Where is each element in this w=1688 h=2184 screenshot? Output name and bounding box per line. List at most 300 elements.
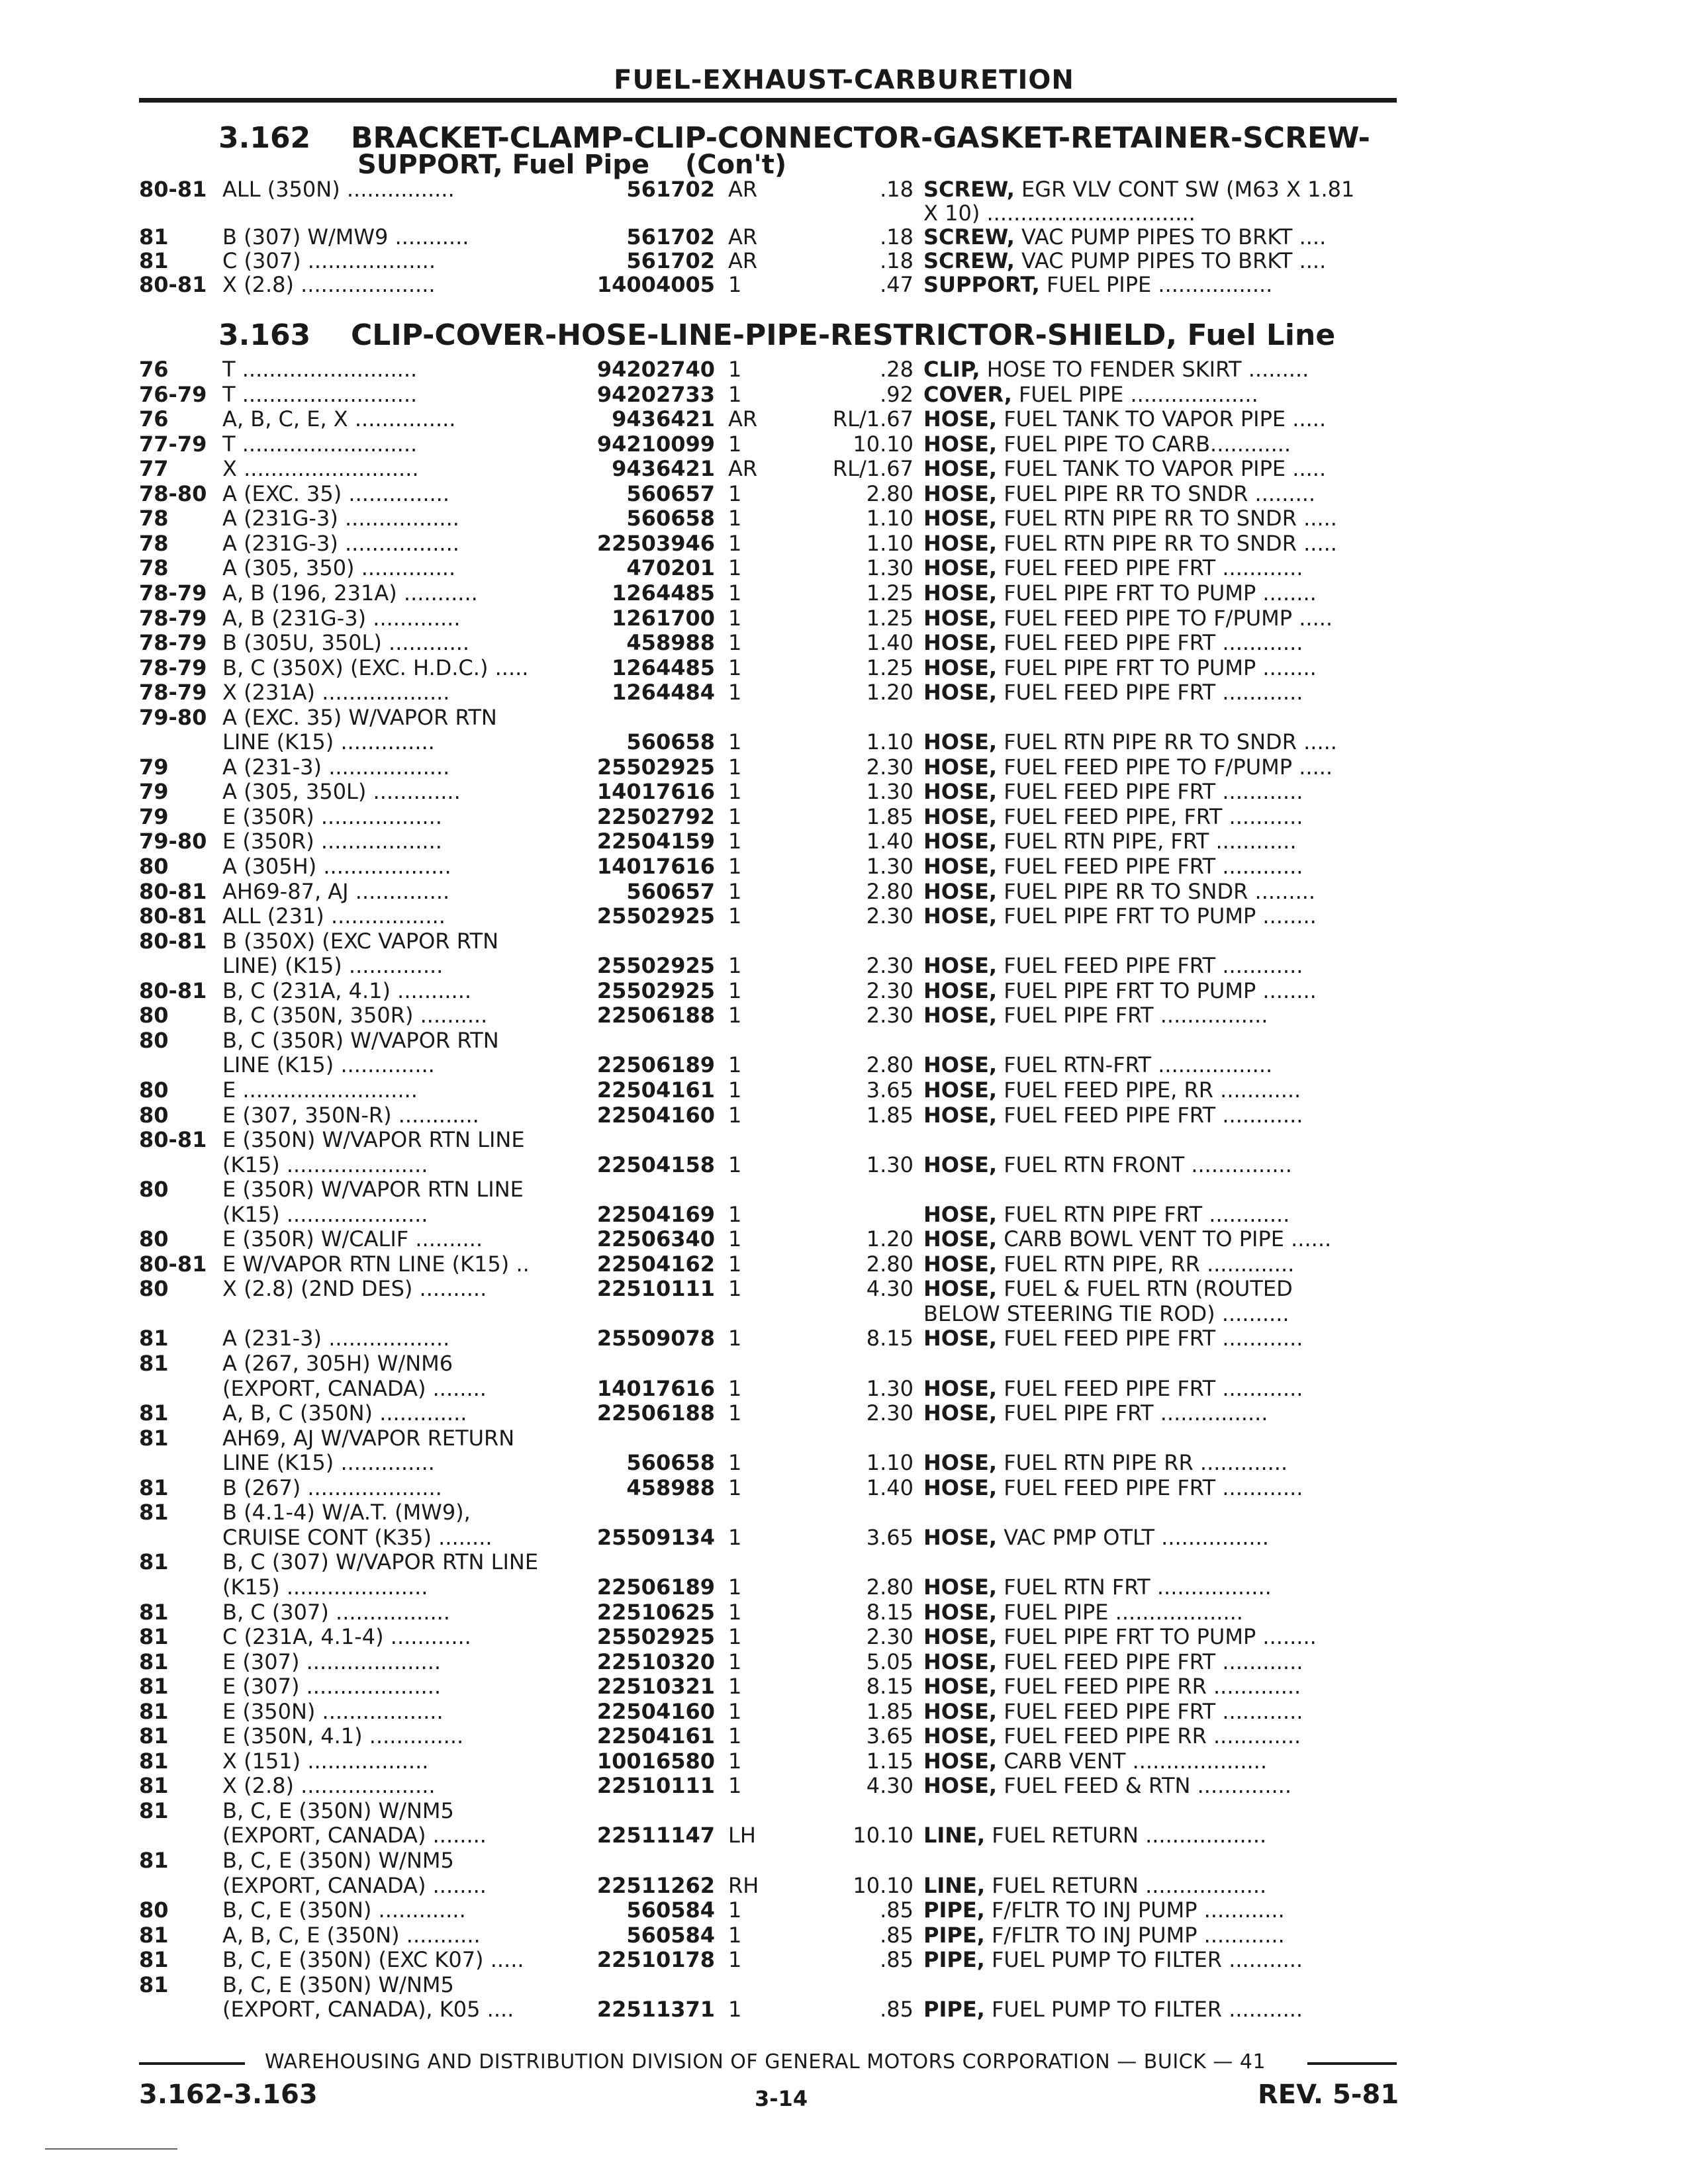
- price-cell: 1.40: [866, 829, 914, 854]
- description-text: FUEL RETURN ..................: [985, 1823, 1267, 1848]
- year-cell: 80: [139, 1077, 169, 1103]
- price-cell: 8.15: [866, 1674, 914, 1700]
- year-cell: 81: [139, 1748, 169, 1774]
- description-cell: [923, 1476, 1400, 1500]
- parts-row: [0, 656, 1688, 680]
- parts-row: [0, 929, 1688, 954]
- parts-row: [0, 1500, 1688, 1525]
- quantity-cell: 1: [728, 1450, 742, 1476]
- parts-row: [0, 829, 1688, 854]
- application-cell: (EXPORT, CANADA) ........: [222, 1376, 487, 1401]
- application-cell: LINE) (K15) ..............: [222, 954, 444, 979]
- parts-row: [0, 1153, 1688, 1177]
- year-cell: 81: [139, 1400, 169, 1426]
- part-number-cell: 22510320: [596, 1649, 715, 1674]
- quantity-cell: 1: [728, 506, 742, 531]
- part-number-cell: 561702: [626, 224, 715, 250]
- application-cell: B, C (350X) (EXC. H.D.C.) .....: [222, 655, 529, 680]
- application-cell: A, B (231G-3) .............: [222, 606, 461, 631]
- description-cell: [923, 556, 1400, 580]
- year-cell: 80-81: [139, 878, 207, 904]
- price-cell: .47: [880, 272, 914, 297]
- description-cell: [923, 954, 1400, 978]
- description-noun: HOSE,: [923, 1699, 998, 1724]
- price-cell: 1.10: [866, 530, 914, 556]
- parts-row: [0, 556, 1688, 580]
- quantity-cell: 1: [728, 1524, 742, 1550]
- description-cell: [923, 531, 1400, 556]
- application-cell: E (307) ....................: [222, 1674, 442, 1700]
- price-cell: 2.30: [866, 754, 914, 780]
- quantity-cell: 1: [728, 1947, 742, 1973]
- year-cell: 79-80: [139, 704, 207, 730]
- part-number-cell: 22510111: [596, 1276, 715, 1302]
- price-cell: 2.30: [866, 903, 914, 929]
- parts-row: [0, 904, 1688, 929]
- quantity-cell: 1: [728, 1624, 742, 1650]
- price-cell: .85: [880, 1947, 914, 1973]
- parts-row: [0, 1078, 1688, 1103]
- year-cell: 80: [139, 1102, 169, 1128]
- description-text: FUEL PIPE RR TO SNDR .........: [997, 481, 1316, 506]
- application-cell: E (307, 350N-R) ............: [222, 1103, 479, 1128]
- price-cell: 2.80: [866, 1052, 914, 1078]
- application-cell: AH69, AJ W/VAPOR RETURN: [222, 1426, 515, 1451]
- application-cell: B, C (350R) W/VAPOR RTN: [222, 1028, 499, 1053]
- application-cell: A (EXC. 35) W/VAPOR RTN: [222, 705, 497, 730]
- parts-row: [0, 1401, 1688, 1426]
- description-cell: [923, 1103, 1400, 1128]
- year-cell: 81: [139, 1972, 169, 1997]
- description-text: FUEL PIPE ...................: [1011, 382, 1258, 407]
- application-cell: CRUISE CONT (K35) ........: [222, 1525, 492, 1550]
- description-cell: [923, 680, 1400, 705]
- description-cell: [923, 805, 1400, 829]
- application-cell: ALL (350N) ................: [222, 177, 455, 202]
- part-number-cell: 22504161: [596, 1077, 715, 1103]
- price-cell: 1.20: [866, 680, 914, 705]
- price-cell: .85: [880, 1897, 914, 1923]
- quantity-cell: 1: [728, 1674, 742, 1700]
- part-number-cell: 560658: [626, 506, 715, 531]
- quantity-cell: 1: [728, 1574, 742, 1600]
- application-cell: E (350N) ..................: [222, 1699, 444, 1724]
- quantity-cell: AR: [728, 248, 758, 273]
- application-cell: A (EXC. 35) ...............: [222, 481, 449, 506]
- part-number-cell: 94202740: [596, 357, 715, 382]
- description-text: FUEL FEED PIPE, RR ............: [997, 1077, 1301, 1103]
- year-cell: 80-81: [139, 272, 207, 297]
- parts-row: [0, 1028, 1688, 1053]
- application-cell: X (2.8) ....................: [222, 1774, 436, 1799]
- application-cell: B, C, E (350N) W/NM5: [222, 1972, 454, 1997]
- part-number-cell: 25502925: [596, 978, 715, 1003]
- description-text: FUEL PIPE FRT ................: [997, 1003, 1268, 1028]
- parts-row: [0, 854, 1688, 879]
- footer-section-range: 3.162-3.163: [139, 2079, 318, 2110]
- description-noun: SCREW,: [923, 249, 1015, 273]
- part-number-cell: 22504169: [596, 1201, 715, 1227]
- description-noun: HOSE,: [923, 1600, 998, 1625]
- part-number-cell: 9436421: [612, 406, 715, 432]
- application-cell: B (350X) (EXC VAPOR RTN: [222, 929, 499, 954]
- description-text: EGR VLV CONT SW (M63 X 1.81: [1014, 177, 1355, 202]
- description-noun: HOSE,: [923, 1774, 998, 1799]
- description-cell: [923, 829, 1400, 854]
- description-cell: [923, 1326, 1400, 1351]
- quantity-cell: 1: [728, 630, 742, 656]
- parts-row: [0, 730, 1688, 754]
- description-noun: HOSE,: [923, 680, 998, 705]
- year-cell: 80-81: [139, 903, 207, 929]
- year-cell: 78-79: [139, 655, 207, 680]
- application-cell: E (307) ....................: [222, 1649, 442, 1674]
- price-cell: 1.85: [866, 1698, 914, 1724]
- price-cell: RL/1.67: [832, 456, 914, 482]
- year-cell: 81: [139, 1773, 169, 1799]
- quantity-cell: 1: [728, 655, 742, 680]
- description-cell: [923, 1525, 1400, 1550]
- year-cell: 76: [139, 357, 169, 382]
- parts-row: [0, 1227, 1688, 1251]
- year-cell: 80-81: [139, 928, 207, 954]
- price-cell: 1.10: [866, 506, 914, 531]
- application-cell: C (231A, 4.1-4) ............: [222, 1625, 471, 1650]
- description-cell: [923, 730, 1400, 754]
- application-cell: T ..........................: [222, 382, 418, 407]
- description-text: FUEL FEED PIPE FRT ............: [997, 1376, 1303, 1401]
- quantity-cell: 1: [728, 1102, 742, 1128]
- parts-row: [0, 432, 1688, 457]
- year-cell: 81: [139, 1674, 169, 1700]
- parts-row: [0, 1700, 1688, 1724]
- price-cell: 1.25: [866, 580, 914, 606]
- application-cell: B (4.1-4) W/A.T. (MW9),: [222, 1500, 471, 1525]
- description-noun: HOSE,: [923, 804, 998, 829]
- part-number-cell: 560657: [626, 878, 715, 904]
- description-cell: [923, 854, 1400, 879]
- description-cell: [923, 383, 1400, 407]
- description-noun: PIPE,: [923, 1948, 985, 1973]
- year-cell: 81: [139, 1549, 169, 1575]
- description-noun: HOSE,: [923, 1475, 998, 1500]
- price-cell: 8.15: [866, 1599, 914, 1625]
- description-noun: HOSE,: [923, 780, 998, 805]
- parts-row: [0, 225, 1688, 250]
- parts-row: [0, 457, 1688, 481]
- part-number-cell: 22506189: [596, 1052, 715, 1078]
- part-number-cell: 22506340: [596, 1226, 715, 1252]
- part-number-cell: 14017616: [596, 779, 715, 805]
- parts-row: [0, 979, 1688, 1003]
- description-text: F/FLTR TO INJ PUMP ............: [984, 1898, 1285, 1923]
- quantity-cell: 1: [728, 978, 742, 1003]
- price-cell: 8.15: [866, 1326, 914, 1351]
- parts-row: [0, 1476, 1688, 1500]
- description-text: FUEL FEED PIPE FRT ............: [997, 1649, 1303, 1674]
- description-text: CARB BOWL VENT TO PIPE ......: [997, 1227, 1332, 1252]
- part-number-cell: 14017616: [596, 1375, 715, 1401]
- year-cell: 81: [139, 1848, 169, 1873]
- description-noun: HOSE,: [923, 606, 998, 631]
- part-number-cell: 561702: [626, 177, 715, 202]
- parts-row: [0, 1948, 1688, 1972]
- parts-row: [0, 1003, 1688, 1028]
- price-cell: 2.30: [866, 1624, 914, 1650]
- application-cell: LINE (K15) ..............: [222, 730, 435, 755]
- quantity-cell: 1: [728, 1649, 742, 1674]
- description-cell: [923, 1823, 1400, 1848]
- price-cell: .18: [880, 224, 914, 250]
- description-cell: [923, 1874, 1400, 1898]
- description-noun: HOSE,: [923, 1227, 998, 1252]
- quantity-cell: 1: [728, 1003, 742, 1028]
- application-cell: X (151) ..................: [222, 1749, 429, 1774]
- description-noun: HOSE,: [923, 1401, 998, 1426]
- description-noun: HOSE,: [923, 1053, 998, 1078]
- application-cell: A (231G-3) .................: [222, 506, 459, 531]
- description-cell: [923, 1053, 1400, 1077]
- application-cell: (K15) .....................: [222, 1574, 428, 1600]
- price-cell: RL/1.67: [832, 406, 914, 432]
- year-cell: 81: [139, 1698, 169, 1724]
- parts-row: [0, 407, 1688, 432]
- description-noun: HOSE,: [923, 1749, 998, 1774]
- parts-row: [0, 1451, 1688, 1475]
- description-text: FUEL FEED PIPE FRT ............: [997, 854, 1303, 879]
- year-cell: 80: [139, 1276, 169, 1302]
- description-text: FUEL FEED PIPE FRT ............: [997, 1326, 1303, 1351]
- parts-row: [0, 1823, 1688, 1848]
- price-cell: 10.10: [853, 1872, 914, 1898]
- year-cell: 81: [139, 1351, 169, 1376]
- quantity-cell: 1: [728, 1997, 742, 2023]
- parts-row: [0, 357, 1688, 382]
- description-noun: HOSE,: [923, 730, 998, 755]
- parts-row: [0, 1575, 1688, 1600]
- price-cell: 1.40: [866, 1475, 914, 1500]
- description-text: FUEL FEED PIPE TO F/PUMP .....: [997, 754, 1333, 780]
- part-number-cell: 94210099: [596, 431, 715, 457]
- price-cell: 2.30: [866, 978, 914, 1003]
- application-cell: A (305H) ...................: [222, 854, 451, 879]
- quantity-cell: 1: [728, 381, 742, 407]
- application-cell: A, B, C (350N) .............: [222, 1401, 467, 1426]
- description-text: FUEL RTN PIPE RR TO SNDR .....: [997, 506, 1337, 531]
- description-cell: [923, 1650, 1400, 1674]
- description-noun: HOSE,: [923, 1724, 998, 1749]
- description-text: F/FLTR TO INJ PUMP ............: [984, 1923, 1285, 1948]
- part-number-cell: 22503946: [596, 530, 715, 556]
- quantity-cell: 1: [728, 1326, 742, 1351]
- year-cell: 80-81: [139, 1251, 207, 1277]
- year-cell: 81: [139, 1326, 169, 1351]
- quantity-cell: 1: [728, 580, 742, 606]
- price-cell: 2.80: [866, 1574, 914, 1600]
- description-cell: [923, 1451, 1400, 1475]
- description-noun: HOSE,: [923, 457, 998, 482]
- quantity-cell: 1: [728, 729, 742, 755]
- description-noun: PIPE,: [923, 1923, 985, 1948]
- description-cell: [923, 273, 1400, 297]
- parts-row: [0, 755, 1688, 780]
- description-cell: [923, 1600, 1400, 1625]
- part-number-cell: 10016580: [596, 1748, 715, 1774]
- description-cell: [923, 1401, 1400, 1426]
- footer-page-number: 3-14: [755, 2086, 808, 2111]
- year-cell: 81: [139, 1599, 169, 1625]
- footer-revision: REV. 5-81: [1258, 2079, 1399, 2110]
- quantity-cell: RH: [728, 1872, 759, 1898]
- description-cell: [923, 1674, 1400, 1699]
- description-cell: [923, 225, 1400, 250]
- quantity-cell: 1: [728, 803, 742, 829]
- quantity-cell: 1: [728, 953, 742, 979]
- part-number-cell: 560658: [626, 729, 715, 755]
- description-text: FUEL PIPE FRT TO PUMP ........: [997, 904, 1317, 929]
- description-text: FUEL RTN PIPE RR TO SNDR .....: [997, 531, 1337, 556]
- application-cell: B, C, E (350N) W/NM5: [222, 1798, 454, 1823]
- description-text: FUEL RTN PIPE RR .............: [997, 1451, 1288, 1476]
- description-cell: [923, 780, 1400, 804]
- description-cell: [923, 1774, 1400, 1798]
- part-number-cell: 22510178: [596, 1947, 715, 1973]
- price-cell: 1.10: [866, 729, 914, 755]
- price-cell: 1.30: [866, 854, 914, 879]
- description-noun: HOSE,: [923, 1674, 998, 1700]
- year-cell: 78: [139, 555, 169, 581]
- description-cell: [923, 1078, 1400, 1103]
- price-cell: 2.80: [866, 1251, 914, 1277]
- quantity-cell: 1: [728, 1922, 742, 1948]
- quantity-cell: 1: [728, 1599, 742, 1625]
- parts-row: [0, 1252, 1688, 1277]
- quantity-cell: 1: [728, 1052, 742, 1078]
- description-text: FUEL PIPE FRT TO PUMP ........: [997, 1625, 1317, 1650]
- parts-row: [0, 1724, 1688, 1749]
- quantity-cell: 1: [728, 1276, 742, 1302]
- application-cell: B (267) ....................: [222, 1475, 442, 1500]
- description-noun: HOSE,: [923, 580, 998, 606]
- parts-row: [0, 705, 1688, 730]
- application-cell: E (350R) ..................: [222, 829, 442, 854]
- year-cell: 80: [139, 1897, 169, 1923]
- description-noun: HOSE,: [923, 754, 998, 780]
- application-cell: X (2.8) (2ND DES) ..........: [222, 1277, 487, 1302]
- application-cell: A (267, 305H) W/NM6: [222, 1351, 453, 1376]
- part-number-cell: 14017616: [596, 854, 715, 879]
- part-number-cell: 25502925: [596, 1624, 715, 1650]
- price-cell: .92: [880, 381, 914, 407]
- part-number-cell: 561702: [626, 248, 715, 273]
- description-noun: HOSE,: [923, 978, 998, 1003]
- description-text: FUEL PUMP TO FILTER ...........: [984, 1948, 1303, 1973]
- part-number-cell: 22511371: [596, 1997, 715, 2023]
- part-number-cell: 22504162: [596, 1251, 715, 1277]
- description-cell: [923, 1227, 1400, 1251]
- parts-row: [0, 531, 1688, 556]
- footer-division-text: WAREHOUSING AND DISTRIBUTION DIVISION OF GENERAL MOTORS CORPORATION — BUICK — 41: [265, 2050, 1266, 2073]
- description-noun: HOSE,: [923, 1077, 998, 1103]
- quantity-cell: 1: [728, 1152, 742, 1177]
- year-cell: 77-79: [139, 431, 207, 457]
- price-cell: 2.30: [866, 953, 914, 979]
- price-cell: 4.30: [866, 1276, 914, 1302]
- parts-row: [0, 606, 1688, 631]
- parts-row: [0, 1351, 1688, 1376]
- part-number-cell: 560584: [626, 1897, 715, 1923]
- scan-artifact-line: [45, 2148, 177, 2150]
- price-cell: 1.30: [866, 555, 914, 581]
- description-cell: [923, 581, 1400, 606]
- parts-row: [0, 201, 1688, 226]
- part-number-cell: 458988: [626, 630, 715, 656]
- year-cell: 81: [139, 1922, 169, 1948]
- description-cell: [923, 407, 1400, 432]
- quantity-cell: 1: [728, 1897, 742, 1923]
- description-noun: HOSE,: [923, 1103, 998, 1128]
- application-cell: B, C (307) W/VAPOR RTN LINE: [222, 1550, 539, 1575]
- description-cell: [923, 432, 1400, 457]
- part-number-cell: 25509134: [596, 1524, 715, 1550]
- description-cell: [923, 201, 1400, 226]
- description-cell: [923, 656, 1400, 680]
- parts-row: [0, 1377, 1688, 1401]
- description-cell: [923, 1277, 1400, 1301]
- part-number-cell: 22510111: [596, 1773, 715, 1799]
- description-cell: [923, 1203, 1400, 1227]
- description-text: VAC PMP OTLT ................: [997, 1525, 1269, 1550]
- quantity-cell: 1: [728, 878, 742, 904]
- description-cell: [923, 506, 1400, 531]
- year-cell: 79: [139, 803, 169, 829]
- price-cell: .28: [880, 357, 914, 382]
- description-noun: PIPE,: [923, 1997, 985, 2023]
- year-cell: 81: [139, 1723, 169, 1749]
- parts-row: [0, 177, 1688, 202]
- application-cell: A (231G-3) .................: [222, 531, 459, 556]
- parts-row: [0, 1177, 1688, 1202]
- part-number-cell: 1261700: [612, 605, 715, 631]
- parts-row: [0, 954, 1688, 978]
- parts-row: [0, 1426, 1688, 1451]
- description-noun: HOSE,: [923, 506, 998, 531]
- quantity-cell: 1: [728, 854, 742, 879]
- year-cell: 81: [139, 1500, 169, 1525]
- part-number-cell: 22506188: [596, 1003, 715, 1028]
- description-text: FUEL PUMP TO FILTER ...........: [984, 1997, 1303, 2023]
- description-text: FUEL RTN PIPE, FRT ............: [997, 829, 1297, 854]
- parts-row: [0, 249, 1688, 273]
- year-cell: 78-80: [139, 480, 207, 506]
- quantity-cell: AR: [728, 177, 758, 202]
- description-cell: [923, 631, 1400, 655]
- description-text: X 10) ...............................: [923, 201, 1196, 226]
- part-number-cell: 22504160: [596, 1102, 715, 1128]
- section-title: BRACKET-CLAMP-CLIP-CONNECTOR-GASKET-RETAINER-SCREW-: [351, 121, 1370, 155]
- page-header-title: FUEL-EXHAUST-CARBURETION: [614, 65, 1074, 95]
- description-text: FUEL FEED & RTN ..............: [997, 1774, 1292, 1799]
- description-text: FUEL RTN PIPE RR TO SNDR .....: [997, 730, 1337, 755]
- footer-rule-right: [1307, 2062, 1397, 2065]
- description-noun: SCREW,: [923, 225, 1015, 250]
- description-text: FUEL FEED PIPE, FRT ...........: [997, 804, 1303, 829]
- part-number-cell: 25502925: [596, 903, 715, 929]
- price-cell: 1.30: [866, 779, 914, 805]
- application-cell: B, C (231A, 4.1) ...........: [222, 978, 472, 1003]
- section-number: 3.163: [218, 318, 311, 352]
- application-cell: (K15) .....................: [222, 1152, 428, 1177]
